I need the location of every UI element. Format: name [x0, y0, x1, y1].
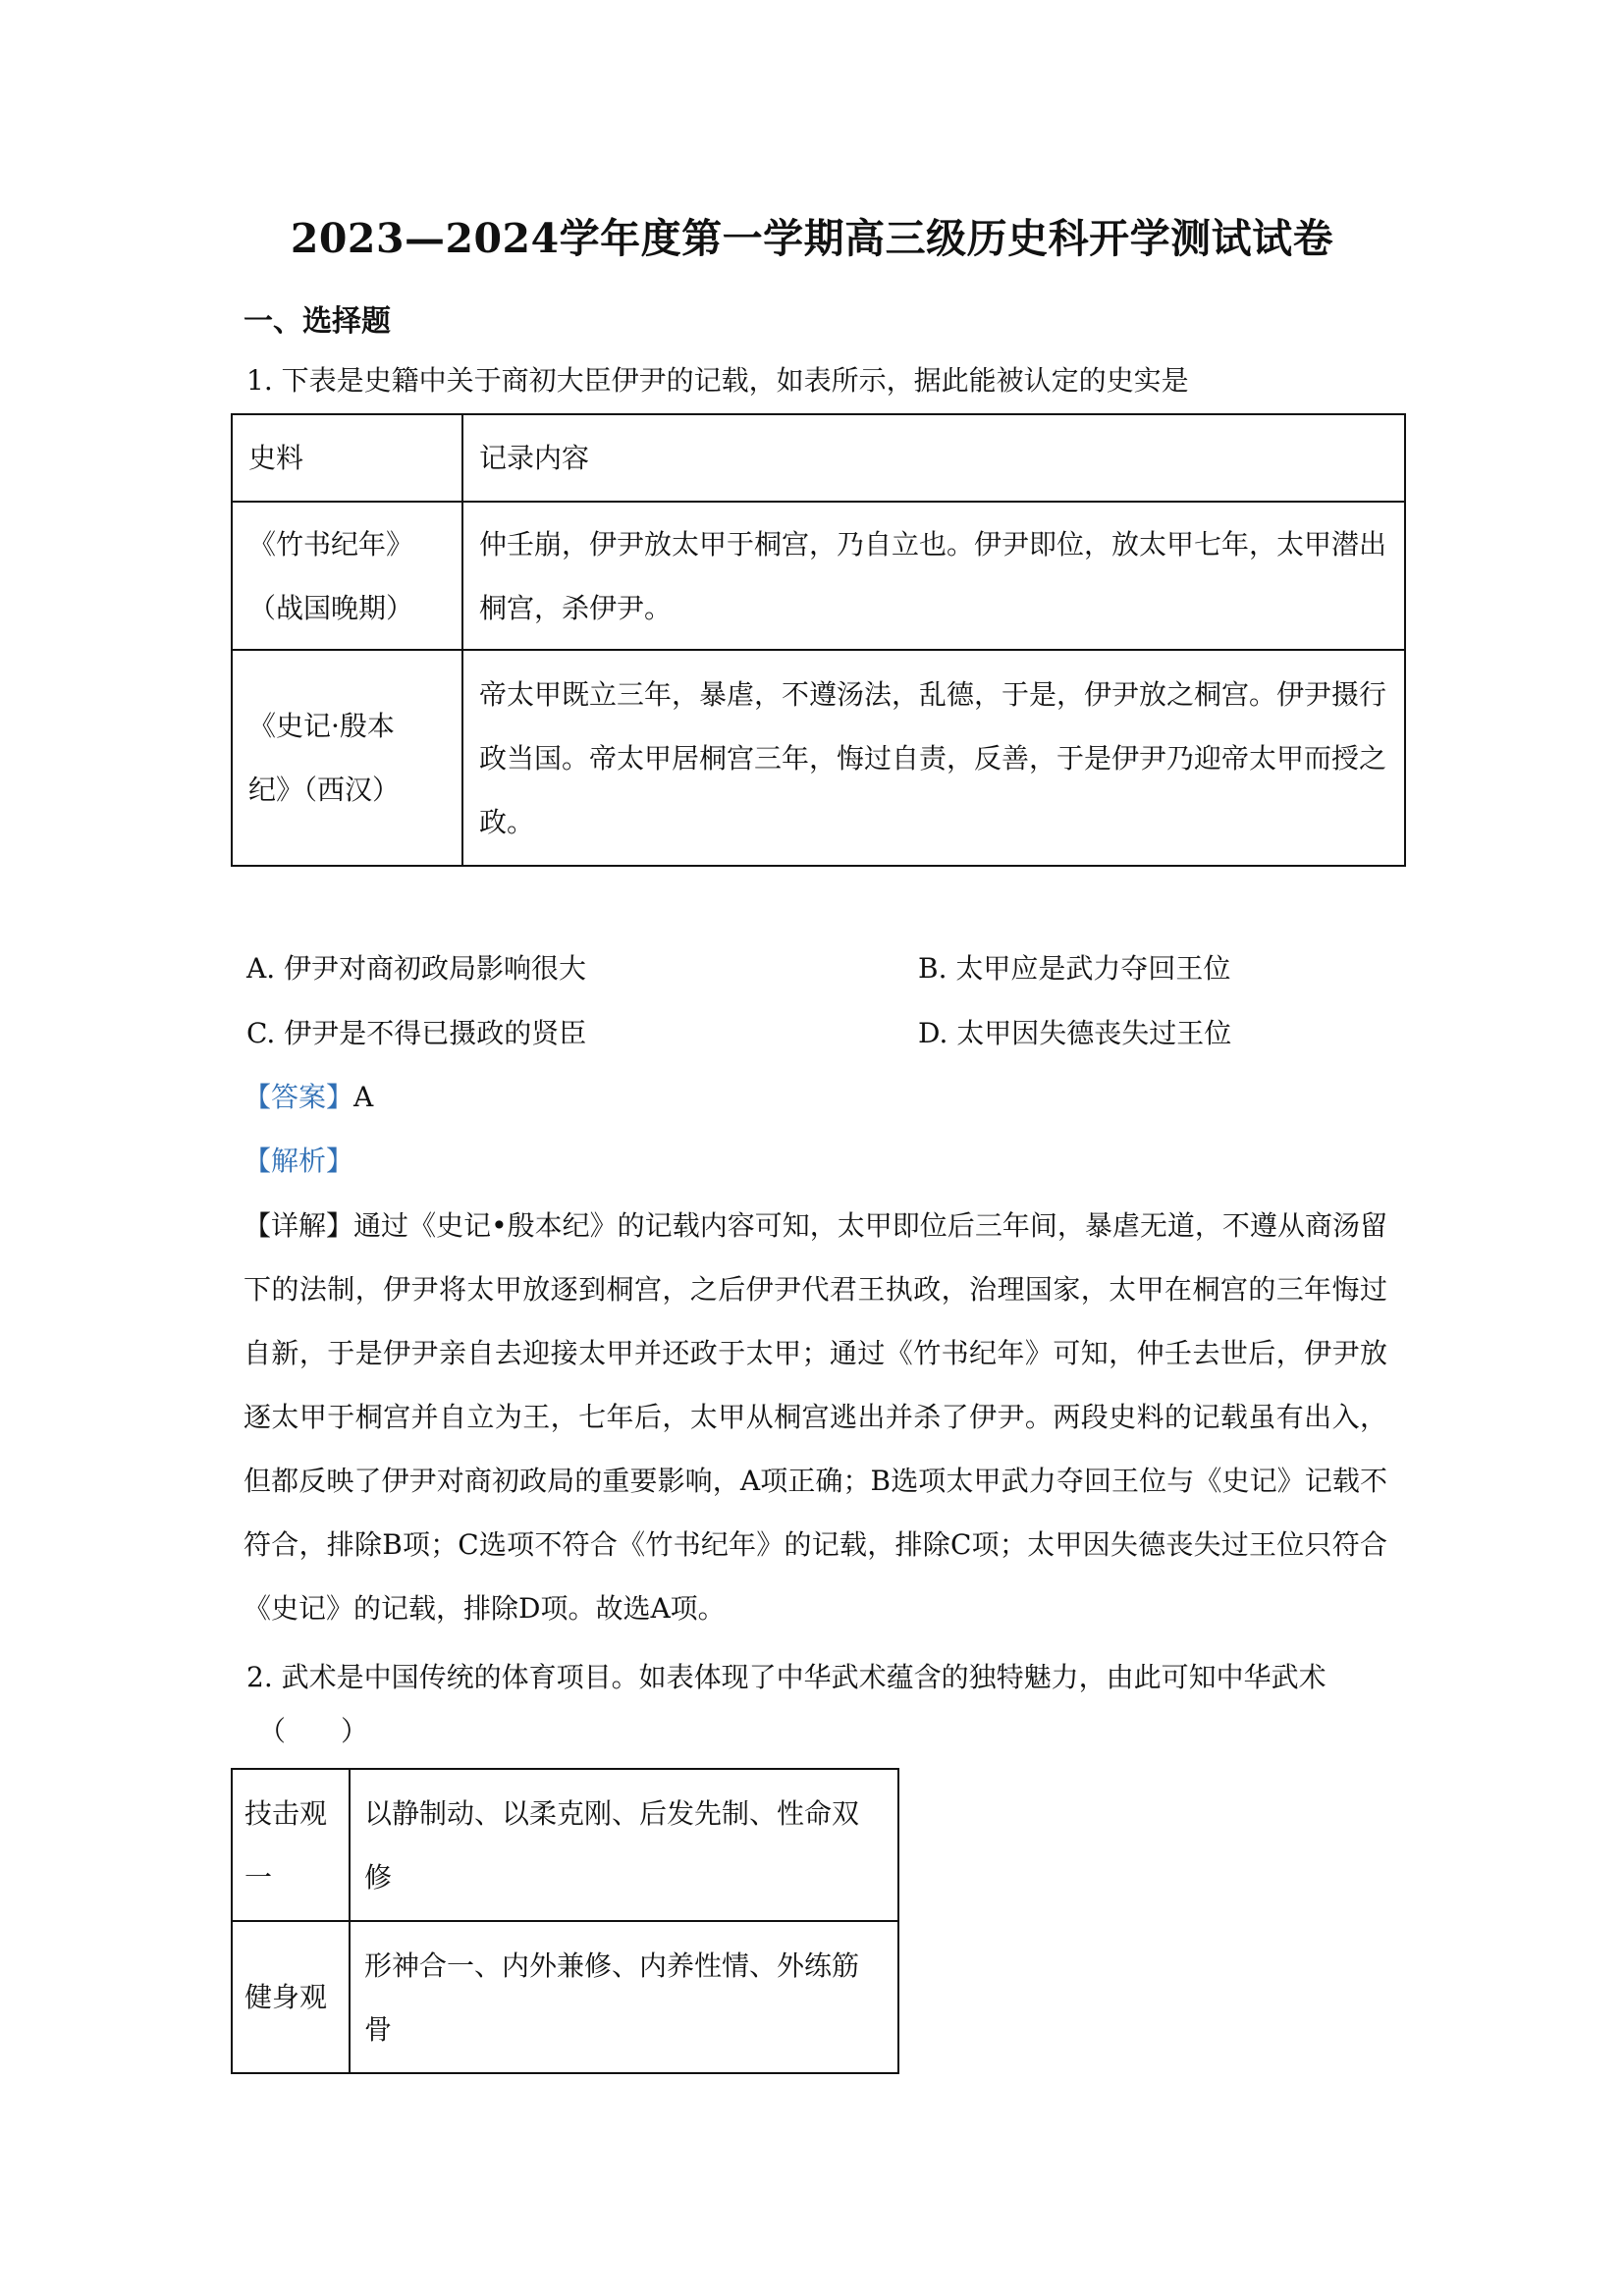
source-line: 《竹书纪年》 — [248, 527, 414, 561]
source-cell — [232, 650, 462, 866]
option-c: C. 伊尹是不得已摄政的贤臣 — [246, 1017, 587, 1049]
table-row — [232, 650, 1405, 866]
table-header-row — [232, 414, 1405, 502]
answer-tag: 【答案】 — [244, 1081, 354, 1113]
content-cell: 仲壬崩，伊尹放太甲于桐宫，乃自立也。伊尹即位，放太甲七年，太甲潜出桐宫，杀伊尹。 — [462, 502, 1405, 650]
content-cell: 帝太甲既立三年，暴虐，不遵汤法，乱德，于是，伊尹放之桐宫。伊尹摄行政当国。帝太甲居桐宫三年，悔过自责，反善，于是伊尹乃迎帝太甲而授之政。 — [462, 650, 1405, 866]
source-cell — [232, 502, 462, 650]
detail-text: 通过《史记•殷本纪》的记载内容可知，太甲即位后三年间，暴虐无道，不遵从商汤留下的法制，伊尹将太甲放逐到桐宫，之后伊尹代君王执政，治理国家，太甲在桐宫的三年悔过自新，于是伊尹亲自去迎接太甲并还政于太甲；通过《竹书纪年》可知，仲壬去世后，伊尹放逐太甲于桐宫并自立为王，七年后，太甲从桐宫逃出并杀了伊尹。两段史料的记载虽有出入，但都反映了伊尹对商初政局的重要影响，A项正确；B选项太甲武力夺回王位与《史记》记载不符合，排除B项；C选项不符合《竹书纪年》的记载，排除C项；太甲因失德丧失过王位只符合《史记》的记载，排除D项。故选A项。 — [244, 1209, 1387, 1625]
table-row — [232, 1769, 898, 1921]
label-cell: 技击观一 — [232, 1769, 350, 1921]
exam-title: 2023—2024学年度第一学期高三级历史科开学测试试卷 — [290, 215, 1334, 262]
detail-tag: 【详解】 — [244, 1209, 354, 1242]
analysis-tag: 【解析】 — [244, 1145, 354, 1177]
label-cell: 健身观 — [232, 1921, 350, 2073]
question-2-table — [231, 1768, 899, 2074]
option-b: B. 太甲应是武力夺回王位 — [918, 952, 1231, 985]
answer-blank: （ ） — [258, 1715, 369, 1747]
source-line: 《史记·殷本 — [248, 710, 395, 742]
content-cell: 形神合一、内外兼修、内养性情、外练筋骨 — [350, 1921, 898, 2073]
source-line: （战国晚期） — [248, 591, 414, 624]
question-2-stem: 2. 武术是中国传统的体育项目。如表体现了中华武术蕴含的独特魅力，由此可知中华武术 — [246, 1661, 1326, 1693]
section-heading: 一、选择题 — [244, 304, 391, 339]
content-cell: 以静制动、以柔克刚、后发先制、性命双修 — [350, 1769, 898, 1921]
answer-line — [244, 1076, 373, 1119]
analysis-line — [244, 1140, 353, 1183]
source-line: 纪》（西汉） — [248, 774, 401, 806]
answer-value: A — [353, 1081, 374, 1113]
table-row — [232, 502, 1405, 650]
table-row — [232, 1921, 898, 2073]
table-header-cell: 史料 — [232, 414, 462, 502]
option-a: A. 伊尹对商初政局影响很大 — [246, 952, 587, 985]
detail-paragraph — [244, 1194, 1387, 1640]
table-header-cell: 记录内容 — [462, 414, 1405, 502]
option-d: D. 太甲因失德丧失过王位 — [918, 1017, 1232, 1049]
question-1-table — [231, 413, 1406, 867]
question-1-stem: 1. 下表是史籍中关于商初大臣伊尹的记载，如表所示，据此能被认定的史实是 — [246, 364, 1189, 397]
